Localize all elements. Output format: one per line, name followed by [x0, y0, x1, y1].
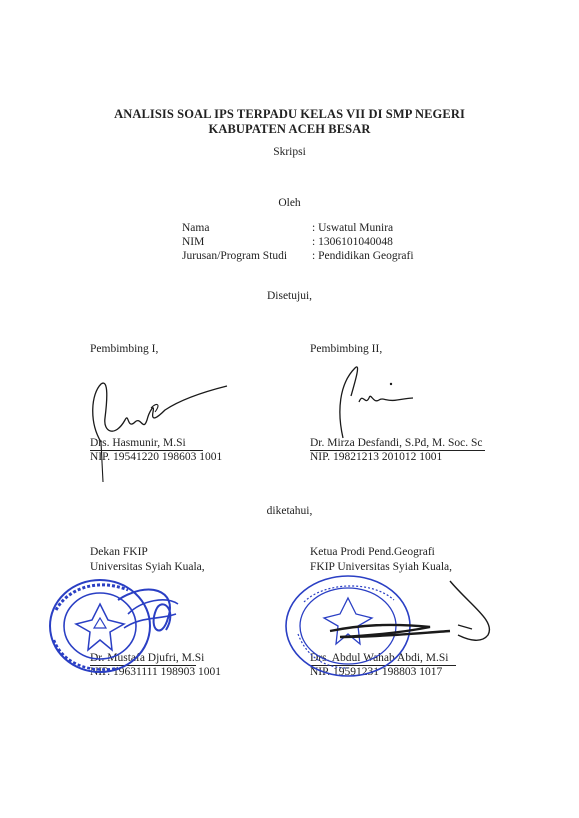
supervisor-1-role: Pembimbing I, — [90, 343, 159, 355]
supervisor-1-signature — [85, 372, 235, 492]
program-label: Jurusan/Program Studi — [182, 250, 288, 262]
nim-label: NIM — [182, 236, 205, 248]
head-institution: FKIP Universitas Syiah Kuala, — [310, 561, 453, 573]
head-role: Ketua Prodi Pend.Geografi — [310, 546, 435, 558]
thesis-title-line-2: KABUPATEN ACEH BESAR — [208, 122, 371, 136]
supervisor-1-name: Drs. Hasmunir, M.Si — [90, 437, 186, 449]
dean-name: Dr. Mustafa Djufri, M.Si — [90, 652, 205, 664]
supervisor-2-role: Pembimbing II, — [310, 343, 383, 355]
program-value: : Pendidikan Geografi — [312, 250, 414, 262]
nim-value: : 1306101040048 — [312, 236, 393, 248]
name-label: Nama — [182, 222, 210, 234]
known-label: diketahui, — [266, 505, 313, 517]
head-signature — [300, 575, 510, 655]
head-name: Drs. Abdul Wahab Abdi, M.Si — [310, 652, 449, 664]
dean-stamp-seal — [38, 570, 198, 690]
by-label: Oleh — [278, 197, 301, 209]
document-type: Skripsi — [273, 146, 306, 158]
approved-label: Disetujui, — [266, 290, 313, 302]
dean-role: Dekan FKIP — [90, 546, 148, 558]
head-nip: NIP. 19591231 198803 1017 — [310, 666, 443, 678]
supervisor-2-nip: NIP. 19821213 201012 1001 — [310, 451, 443, 463]
dean-institution: Universitas Syiah Kuala, — [90, 561, 205, 573]
name-value: : Uswatul Munira — [312, 222, 394, 234]
supervisor-2-name: Dr. Mirza Desfandi, S.Pd, M. Soc. Sc — [310, 437, 483, 449]
thesis-title-line-1: ANALISIS SOAL IPS TERPADU KELAS VII DI SMP NEGERI — [114, 107, 465, 121]
supervisor-1-nip: NIP. 19541220 198603 1001 — [90, 451, 223, 463]
dean-nip: NIP. 19631111 198903 1001 — [90, 666, 221, 678]
